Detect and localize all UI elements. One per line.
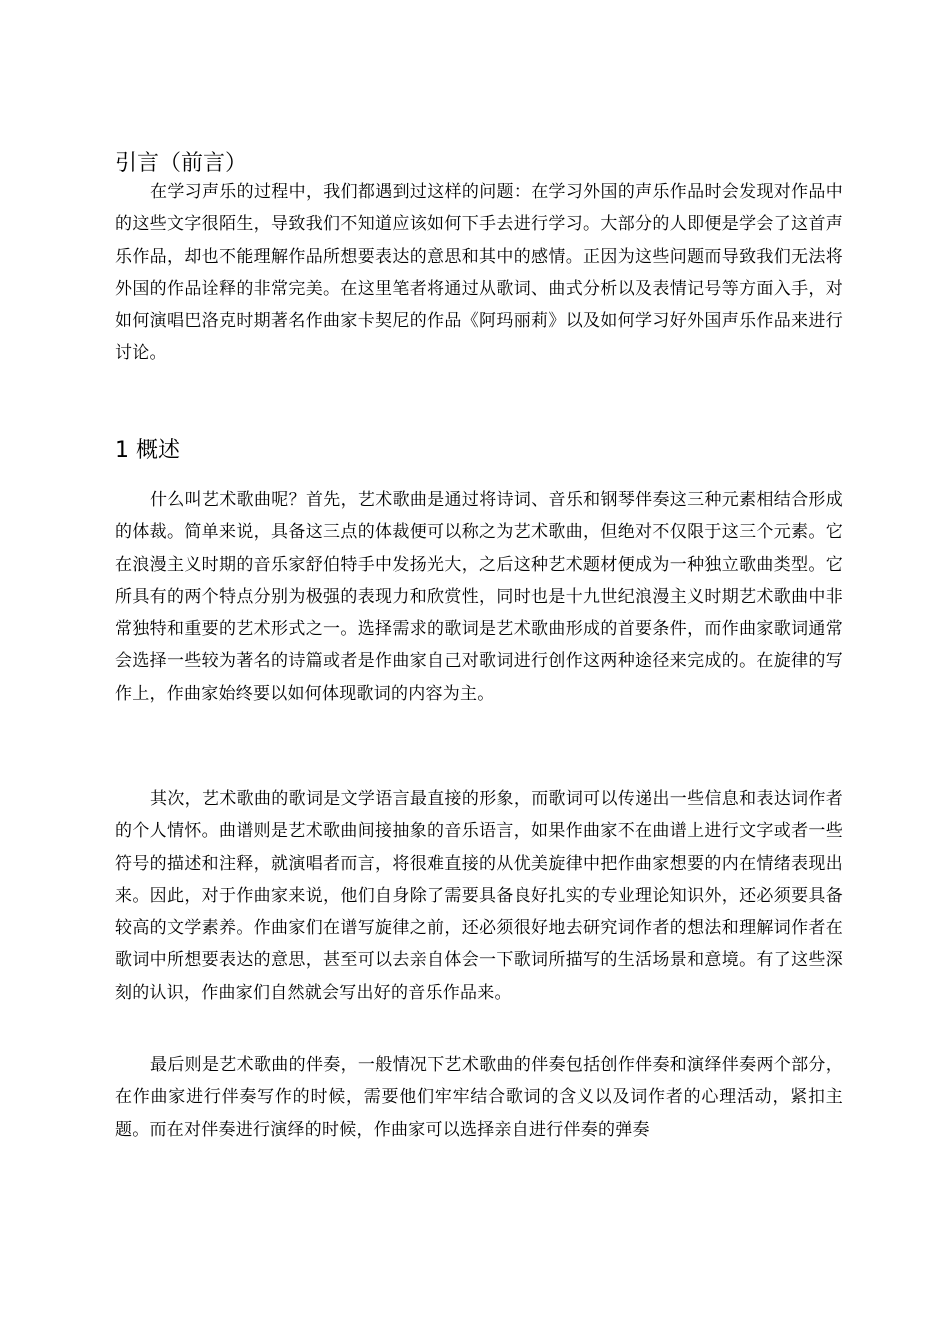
overview-paragraph-1: 什么叫艺术歌曲呢？首先，艺术歌曲是通过将诗词、音乐和钢琴伴奏这三种元素相结合形成的体裁。简单来说，具备这三点的体裁便可以称之为艺术歌曲，但绝对不仅限于这三个元素。它在浪漫主义时期的音乐家舒伯特手中发扬光大，之后这种艺术题材便成为一种独立歌曲类型。它所具有的两个特点分别为极强的表现力和欣赏性，同时也是十九世纪浪漫主义时期艺术歌曲中非常独特和重要的艺术形式之一。选择需求的歌词是艺术歌曲形成的首要条件，而作曲家歌词通常会选择一些较为著名的诗篇或者是作曲家自己对歌词进行创作这两种途径来完成的。在旋律的写作上，作曲家始终要以如何体现歌词的内容为主。 <box>115 490 843 704</box>
section-heading-intro: 引言（前言） <box>115 151 248 176</box>
intro-paragraph: 在学习声乐的过程中，我们都遇到过这样的问题：在学习外国的声乐作品时会发现对作品中的这些文字很陌生，导致我们不知道应该如何下手去进行学习。大部分的人即便是学会了这首声乐作品，却也不能理解作品所想要表达的意思和其中的感情。正因为这些问题而导致我们无法将外国的作品诠释的非常完美。在这里笔者将通过从歌词、曲式分析以及表情记号等方面入手，对如何演唱巴洛克时期著名作曲家卡契尼的作品《阿玛丽莉》以及如何学习好外国声乐作品来进行讨论。 <box>115 182 843 364</box>
overview-paragraph-3: 最后则是艺术歌曲的伴奏，一般情况下艺术歌曲的伴奏包括创作伴奏和演绎伴奏两个部分，在作曲家进行伴奏写作的时候，需要他们牢牢结合歌词的含义以及词作者的心理活动，紧扣主题。而在对伴奏进行演绎的时候，作曲家可以选择亲自进行伴奏的弹奏 <box>115 1055 843 1140</box>
section-heading-overview: 1 概述 <box>115 438 180 463</box>
overview-paragraph-2: 其次，艺术歌曲的歌词是文学语言最直接的形象，而歌词可以传递出一些信息和表达词作者的个人情怀。曲谱则是艺术歌曲间接抽象的音乐语言，如果作曲家不在曲谱上进行文字或者一些符号的描述和注释，就演唱者而言，将很难直接的从优美旋律中把作曲家想要的内在情绪表现出来。因此，对于作曲家来说，他们自身除了需要具备良好扎实的专业理论知识外，还必须要具备较高的文学素养。作曲家们在谱写旋律之前，还必须很好地去研究词作者的想法和理解词作者在歌词中所想要表达的意思，甚至可以去亲自体会一下歌词所描写的生活场景和意境。有了这些深刻的认识，作曲家们自然就会写出好的音乐作品来。 <box>115 789 843 1003</box>
